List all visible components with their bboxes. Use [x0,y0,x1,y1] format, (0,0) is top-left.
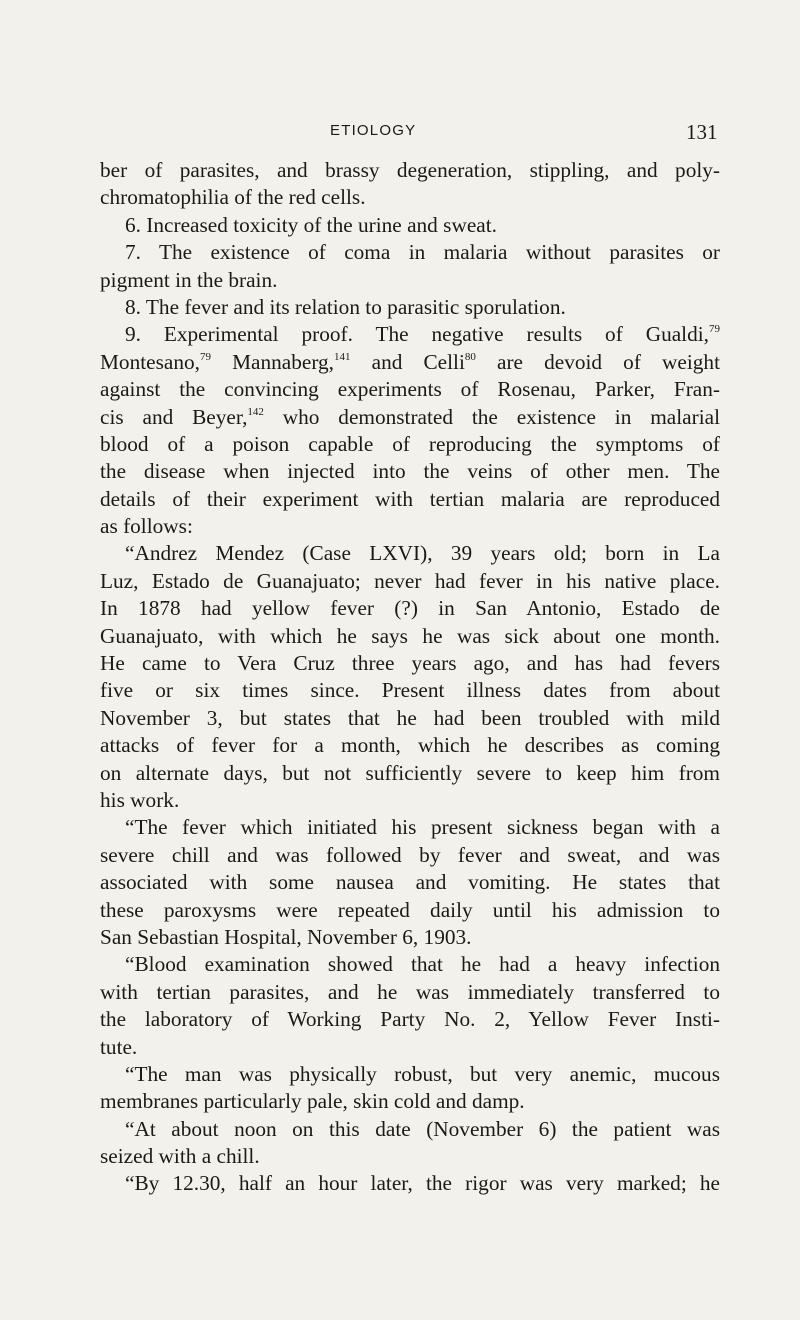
text-run: who demonstrated the existence in malarial [263,404,720,429]
citation-ref: 80 [464,350,476,363]
text-line: November 3, but states that he had been troubled with mild [100,705,720,730]
text-line: seized with a chill. [100,1144,260,1169]
text-line: tute. [100,1034,138,1059]
page-number: 131 [686,120,718,144]
text-run: 9. Experimental proof. The negative results of Gualdi, [125,322,709,347]
text-line: severe chill and was followed by fever and sweat, and was [100,842,720,867]
text-line: membranes particularly pale, skin cold and damp. [100,1089,525,1114]
running-title: ETIOLOGY [330,122,417,139]
text-line: pigment in the brain. [100,267,278,292]
text-line: Luz, Estado de Guanajuato; never had fever in his native place. [100,568,720,593]
citation-ref: 141 [334,350,351,363]
text-line: with tertian parasites, and he was immediately transferred to [100,979,720,1004]
text-line: 6. Increased toxicity of the urine and sweat. [125,212,497,237]
text-line: Guanajuato, with which he says he was sick about one month. [100,623,720,648]
text-line: “The man was physically robust, but very anemic, mucous [125,1061,720,1086]
text-line: “Blood examination showed that he had a heavy infection [125,952,720,977]
text-run: and Celli [350,349,465,374]
text-line: 7. The existence of coma in malaria without parasites or [125,240,720,265]
body-text [100,157,720,1198]
text-line: chromatophilia of the red cells. [100,185,366,210]
text-line: these paroxysms were repeated daily until his admission to [100,897,720,922]
text-run: cis and Beyer, [100,404,248,429]
text-line: blood of a poison capable of reproducing the symptoms of [100,431,720,456]
text-run: Montesano, [100,349,200,374]
text-line [100,404,720,431]
text-line: associated with some nausea and vomiting. He states that [100,870,720,895]
text-line: “By 12.30, half an hour later, the rigor was very marked; he [125,1171,720,1196]
text-line: ber of parasites, and brassy degeneration, stippling, and poly- [100,158,720,182]
text-line: He came to Vera Cruz three years ago, and has had fevers [100,651,720,676]
text-line: on alternate days, but not sufficiently severe to keep him from [100,760,720,785]
text-line: the laboratory of Working Party No. 2, Yellow Fever Insti- [100,1007,720,1032]
citation-ref: 142 [247,405,264,418]
running-head [0,122,800,146]
text-line: 8. The fever and its relation to parasitic sporulation. [125,294,566,319]
text-line: details of their experiment with tertian malaria are reproduced [100,486,720,511]
citation-ref: 79 [709,323,720,336]
text-line: “The fever which initiated his present sickness began with a [125,815,720,840]
text-run: are devoid of weight [475,349,720,374]
text-line: attacks of fever for a month, which he describes as coming [100,733,720,758]
text-line: the disease when injected into the veins of other men. The [100,459,720,484]
text-line: against the convincing experiments of Rosenau, Parker, Fran- [100,377,720,402]
text-run: Mannaberg, [210,349,334,374]
text-line: five or six times since. Present illness dates from about [100,678,720,703]
text-line: San Sebastian Hospital, November 6, 1903. [100,924,472,949]
citation-ref: 79 [199,350,211,363]
text-line [100,349,720,376]
text-line: “At about noon on this date (November 6) the patient was [125,1116,720,1141]
text-line: In 1878 had yellow fever (?) in San Antonio, Estado de [100,596,720,621]
text-line: as follows: [100,514,193,539]
text-line: his work. [100,787,180,812]
text-line: “Andrez Mendez (Case LXVI), 39 years old; born in La [125,541,720,566]
text-line [100,321,720,348]
